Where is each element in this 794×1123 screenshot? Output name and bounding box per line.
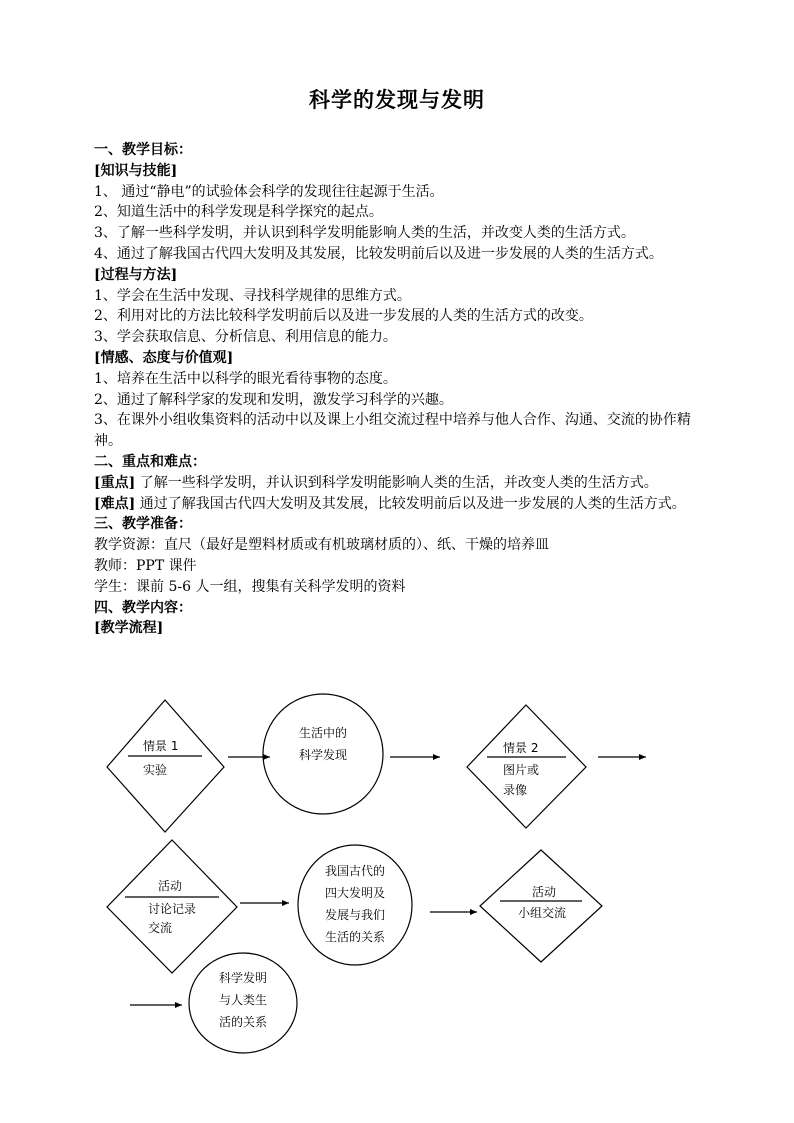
prep-item: 学生：课前 5-6 人一组，搜集有关科学发明的资料 xyxy=(94,578,406,595)
subheading-process: [过程与方法] xyxy=(94,266,178,283)
life-discovery-label: 生活中的 科学发现 xyxy=(298,726,347,762)
document-title: 科学的发现与发明 xyxy=(309,87,485,112)
emotion-item: 1、培养在生活中以科学的眼光看待事物的态度。 xyxy=(94,370,397,387)
section-heading-preparation: 三、教学准备： xyxy=(94,516,192,533)
knowledge-item: 4、通过了解我国古代四大发明及其发展，比较发明前后以及进一步发展的人类的生活方式。 xyxy=(94,245,663,262)
activity1-bottom-label-1: 讨论记录 xyxy=(148,902,197,916)
circle-four-inventions xyxy=(298,845,412,965)
activity2-bottom-label: 小组交流 xyxy=(518,906,567,920)
diamond-activity1 xyxy=(107,840,237,973)
section-heading-keypoints: 二、重点和难点： xyxy=(94,453,206,470)
key-point-text: 了解一些科学发明，并认识到科学发明能影响人类的生活，并改变人类的生活方式。 xyxy=(135,474,658,491)
difficult-point-text: 通过了解我国古代四大发明及其发展，比较发明前后以及进一步发展的人类的生活方式。 xyxy=(135,495,686,512)
scene1-bottom-label: 实验 xyxy=(143,763,168,777)
process-item: 3、学会获取信息、分析信息、利用信息的能力。 xyxy=(94,329,397,346)
circle-life-discovery xyxy=(263,694,383,814)
subheading-knowledge: [知识与技能] xyxy=(94,162,178,179)
diamond-activity2 xyxy=(480,850,602,962)
activity2-top-label: 活动 xyxy=(532,885,557,899)
scene2-top-label: 情景 2 xyxy=(503,741,539,755)
scene2-bottom-label-1: 图片或 xyxy=(503,763,540,777)
process-item: 1、学会在生活中发现、寻找科学规律的思维方式。 xyxy=(94,287,411,304)
invention-life-label: 科学发明 与人类生 活的关系 xyxy=(218,971,267,1029)
knowledge-item: 3、了解一些科学发明，并认识到科学发明能影响人类的生活，并改变人类的生活方式。 xyxy=(94,225,635,242)
knowledge-item: 1、 通过“静电”的试验体会科学的发现往往起源于生活。 xyxy=(94,183,444,200)
prep-item: 教师：PPT 课件 xyxy=(94,557,197,574)
process-item: 2、利用对比的方法比较科学发明前后以及进一步发展的人类的生活方式的改变。 xyxy=(94,308,593,325)
subheading-emotion: [情感、态度与价值观] xyxy=(94,349,234,366)
activity1-top-label: 活动 xyxy=(158,879,183,893)
activity1-bottom-label-2: 交流 xyxy=(148,921,173,935)
four-inventions-label: 我国古代的 四大发明及 发展与我们 生活的关系 xyxy=(324,864,385,944)
subheading-flow: [教学流程] xyxy=(94,620,164,637)
section-heading-objectives: 一、教学目标： xyxy=(94,142,192,158)
section-heading-content: 四、教学内容： xyxy=(94,599,192,616)
knowledge-item: 2、知道生活中的科学发现是科学探究的起点。 xyxy=(94,204,383,221)
key-point-tag: [重点] xyxy=(94,474,136,491)
difficult-point xyxy=(94,494,704,515)
circle-invention-life xyxy=(189,953,297,1053)
emotion-item: 2、通过了解科学家的发现和发明，激发学习科学的兴趣。 xyxy=(94,391,453,408)
document-body xyxy=(94,140,704,639)
diamond-scene1 xyxy=(107,700,224,832)
difficult-point-tag: [难点] xyxy=(94,495,136,512)
prep-item: 教学资源：直尺（最好是塑料材质或有机玻璃材质的）、纸、干燥的培养皿 xyxy=(94,537,549,554)
diamond-scene2 xyxy=(467,705,586,828)
scene1-top-label: 情景 1 xyxy=(143,739,179,753)
scene2-bottom-label-2: 录像 xyxy=(503,783,528,797)
emotion-item: 3、在课外小组收集资料的活动中以及课上小组交流过程中培养与他人合作、沟通、交流的协作精神。 xyxy=(94,412,691,450)
key-point xyxy=(94,473,704,494)
